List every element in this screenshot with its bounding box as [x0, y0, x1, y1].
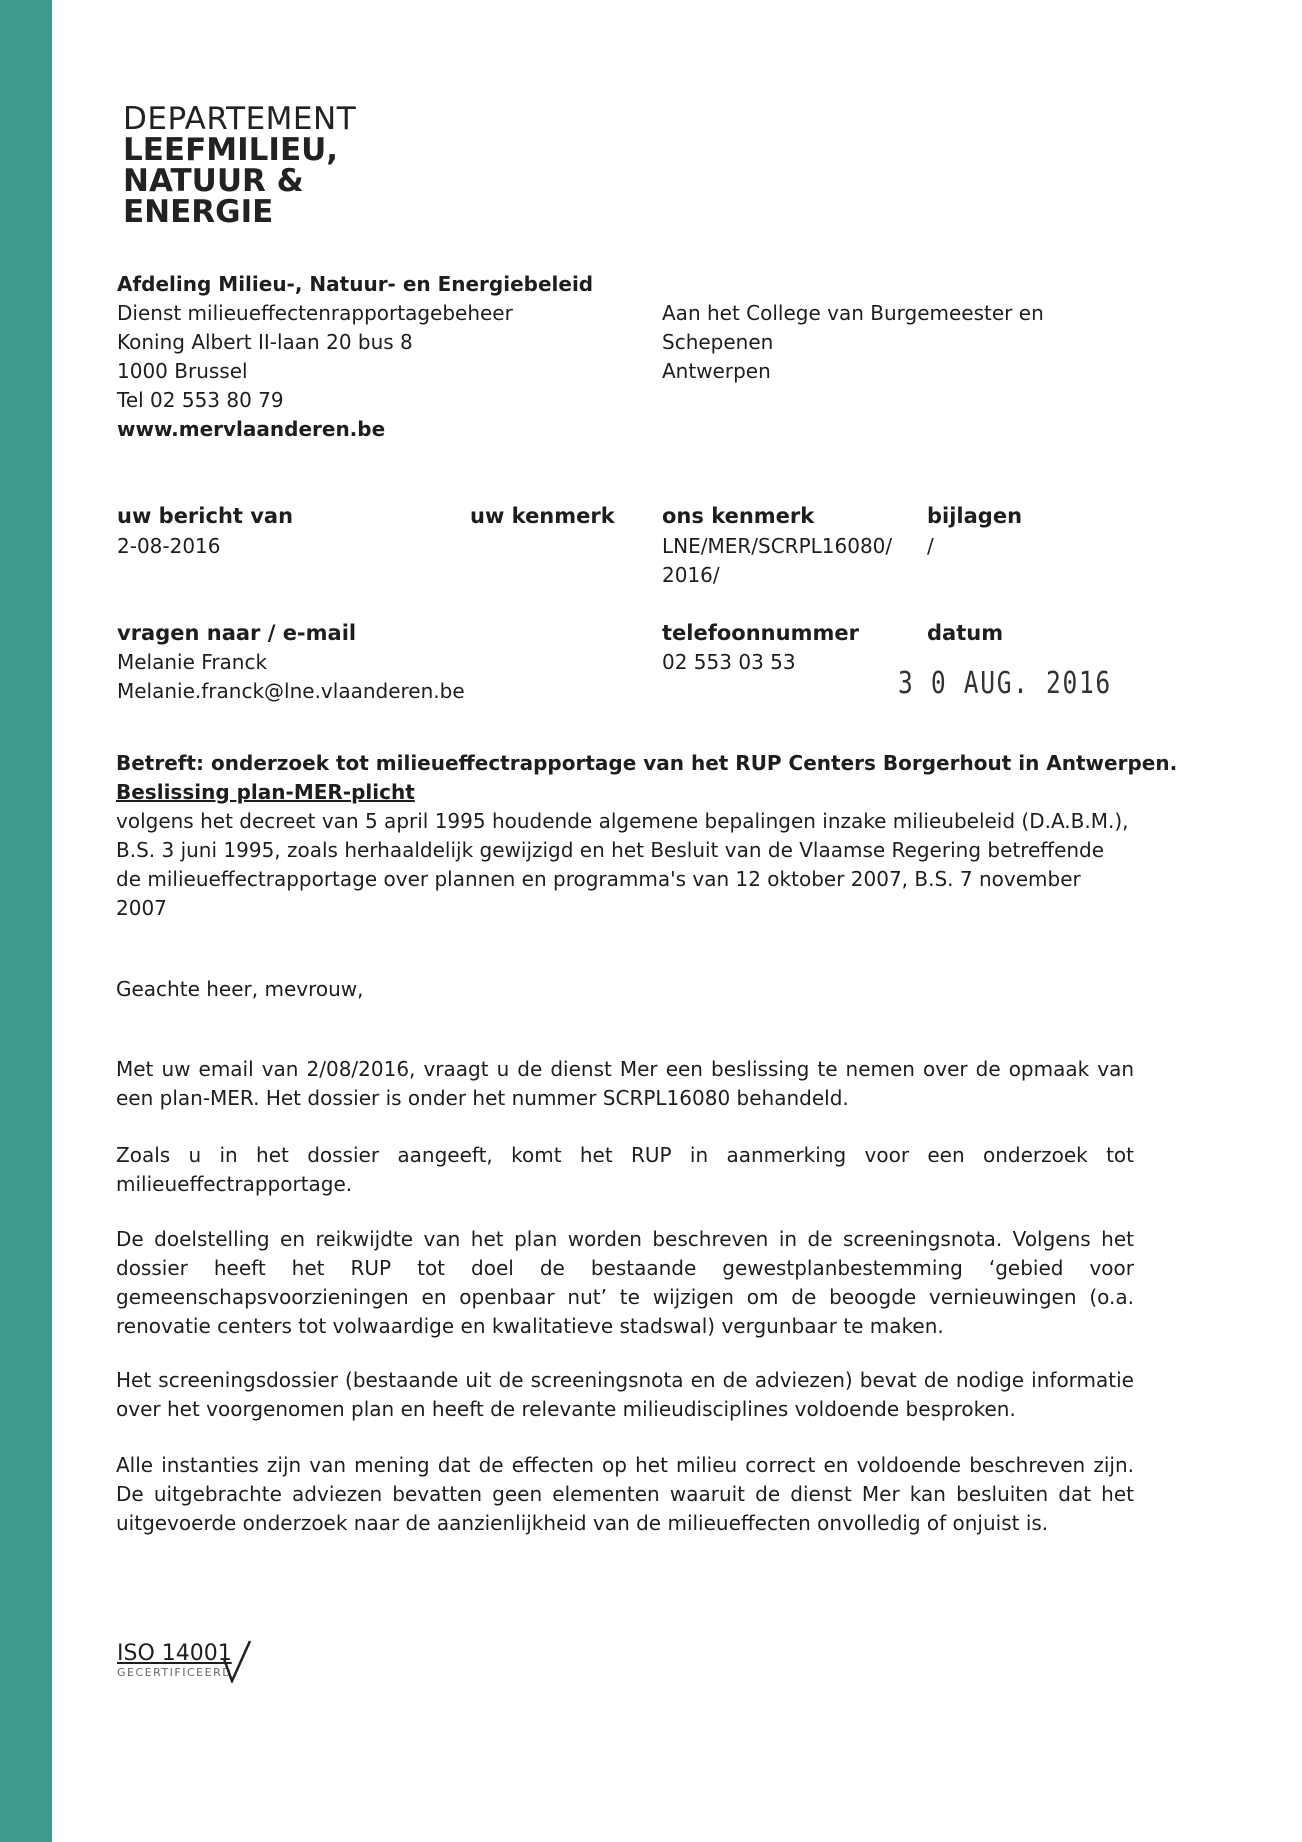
- sender-city: 1000 Brussel: [117, 359, 248, 383]
- uw-bericht-value: 2-08-2016: [117, 534, 221, 558]
- subject-decision: Beslissing plan-MER-plicht: [116, 780, 415, 804]
- sender-website: www.mervlaanderen.be: [117, 417, 386, 441]
- ons-kenmerk-line2: 2016/: [662, 563, 720, 587]
- addressee-line3: Antwerpen: [662, 359, 771, 383]
- bijlagen-value: /: [927, 534, 934, 558]
- ons-kenmerk-line1: LNE/MER/SCRPL16080/: [662, 534, 893, 558]
- iso-label: ISO 14001: [117, 1641, 232, 1666]
- iso-certification: [117, 1641, 232, 1679]
- brand-stripe: [0, 0, 52, 1842]
- datum-label: datum: [927, 621, 1004, 645]
- vragen-label: vragen naar / e-mail: [117, 621, 357, 645]
- ons-kenmerk-label: ons kenmerk: [662, 504, 815, 528]
- department-line4: ENERGIE: [123, 194, 274, 230]
- department-line2: LEEFMILIEU,: [123, 132, 339, 168]
- sender-address: [117, 270, 593, 444]
- date-stamp: 3 0 AUG. 2016: [898, 666, 1112, 701]
- sender-phone: Tel 02 553 80 79: [117, 388, 284, 412]
- salutation: Geachte heer, mevrouw,: [116, 977, 364, 1001]
- sender-service: Dienst milieueffectenrapportagebeheer: [117, 301, 513, 325]
- addressee-line1: Aan het College van Burgemeester en: [662, 301, 1044, 325]
- department-line1: DEPARTEMENT: [123, 101, 357, 137]
- department-line3: NATUUR &: [123, 163, 304, 199]
- subject-title: Betreft: onderzoek tot milieueffectrapportage van het RUP Centers Borgerhout in Antwerpen.: [116, 751, 1178, 775]
- department-logo: [123, 101, 357, 230]
- paragraph-5: Alle instanties zijn van mening dat de effecten op het milieu correct en voldoende beschreven zijn. De uitgebrachte adviezen bevatten geen elementen waaruit de dienst Mer kan besluiten dat het uitgevoerde onderzoek naar de aanzienlijkheid van de milieueffecten onvolledig of onjuist is.: [116, 1453, 1134, 1535]
- uw-bericht-label: uw bericht van: [117, 504, 294, 528]
- uw-kenmerk-label: uw kenmerk: [470, 504, 615, 528]
- paragraph-4: Het screeningsdossier (bestaande uit de screeningsnota en de adviezen) bevat de nodige informatie over het voorgenomen plan en heeft de relevante milieudisciplines voldoende besproken.: [116, 1368, 1134, 1421]
- addressee: [662, 299, 1044, 386]
- bijlagen-label: bijlagen: [927, 504, 1023, 528]
- subject-block: [116, 749, 1178, 923]
- contact-email: Melanie.franck@lne.vlaanderen.be: [117, 679, 465, 703]
- contact-name: Melanie Franck: [117, 650, 268, 674]
- sender-division: Afdeling Milieu-, Natuur- en Energiebeleid: [117, 272, 594, 296]
- telefoon-label: telefoonnummer: [662, 621, 859, 645]
- checkmark-icon: [222, 1637, 256, 1683]
- sender-street: Koning Albert II-laan 20 bus 8: [117, 330, 413, 354]
- subject-legal-basis: volgens het decreet van 5 april 1995 houdende algemene bepalingen inzake milieubeleid (D.A.B.M.), B.S. 3 juni 1995, zoals herhaaldelijk gewijzigd en het Besluit van de Vlaamse Regering betreffende de milieueffectrapportage over plannen en programma's van 12 oktober 2007, B.S. 7 november 2007: [116, 809, 1129, 920]
- iso-sub: GECERTIFICEERD: [117, 1666, 233, 1679]
- paragraph-3: De doelstelling en reikwijdte van het plan worden beschreven in de screeningsnota. Volgens het dossier heeft het RUP tot doel de bestaande gewestplanbestemming ‘gebied voor gemeenschapsvoorzieningen en openbaar nut’ te wijzigen om de beoogde vernieuwingen (o.a. renovatie centers tot volwaardige en kwalitatieve stadswal) vergunbaar te maken.: [116, 1227, 1134, 1338]
- addressee-line2: Schepenen: [662, 330, 774, 354]
- telefoon-value: 02 553 03 53: [662, 650, 796, 674]
- paragraph-2: Zoals u in het dossier aangeeft, komt het RUP in aanmerking voor een onderzoek tot milieueffectrapportage.: [116, 1143, 1134, 1196]
- paragraph-1: Met uw email van 2/08/2016, vraagt u de dienst Mer een beslissing te nemen over de opmaak van een plan-MER. Het dossier is onder het nummer SCRPL16080 behandeld.: [116, 1057, 1134, 1110]
